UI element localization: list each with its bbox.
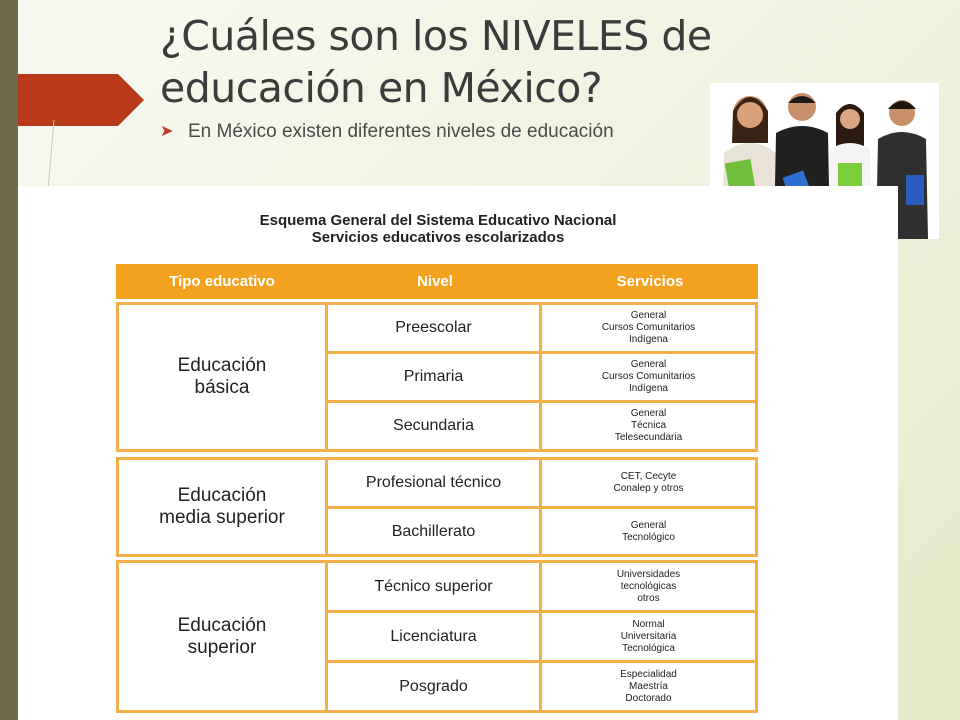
nivel-cell: Técnico superior — [328, 560, 542, 613]
header-tipo-educativo: Tipo educativo — [169, 273, 275, 290]
slide-title: ¿Cuáles son los NIVELES de educación en México? — [160, 12, 712, 112]
group-educacion-media-superior — [116, 457, 758, 557]
header-nivel: Nivel — [417, 273, 453, 290]
table-row — [328, 506, 758, 557]
servicios-cell: General Tecnológico — [542, 506, 758, 557]
header-servicios: Servicios — [616, 273, 684, 290]
scheme-title-line1: Esquema General del Sistema Educativo Nacional — [259, 212, 617, 229]
table-row — [328, 400, 758, 452]
servicios-cell: General Cursos Comunitarios Indígena — [542, 351, 758, 403]
nivel-cell: Preescolar — [328, 302, 542, 354]
servicios-cell: Normal Universitaria Tecnológica — [542, 610, 758, 663]
nivel-cell: Bachillerato — [328, 506, 542, 557]
slide-sidebar-bar — [0, 0, 18, 720]
servicios-cell: Especialidad Maestría Doctorado — [542, 660, 758, 713]
servicios-cell: CET, Cecyte Conalep y otros — [542, 457, 758, 509]
tipo-cell: Educación superior — [116, 560, 328, 713]
servicios-cell: General Técnica Telesecundaria — [542, 400, 758, 452]
scheme-title — [18, 212, 858, 246]
bullet-item — [160, 118, 630, 146]
arrow-bullet-icon: ➤ — [160, 123, 174, 140]
bullet-text: En México existen diferentes niveles de educación — [188, 121, 614, 142]
table-row — [328, 302, 758, 354]
group-educacion-basica — [116, 302, 758, 452]
table-row — [328, 660, 758, 713]
servicios-cell: General Cursos Comunitarios Indígena — [542, 302, 758, 354]
scheme-title-line2: Servicios educativos escolarizados — [311, 229, 565, 246]
nivel-cell: Licenciatura — [328, 610, 542, 663]
tipo-cell: Educación media superior — [116, 457, 328, 557]
education-scheme-panel — [18, 186, 898, 720]
nivel-cell: Profesional técnico — [328, 457, 542, 509]
table-row — [328, 610, 758, 663]
tipo-cell: Educación básica — [116, 302, 328, 452]
table-row — [328, 351, 758, 403]
title-arrow-marker — [18, 74, 144, 126]
decorative-line — [40, 120, 60, 190]
table-header — [116, 264, 758, 299]
table-row — [328, 457, 758, 509]
group-educacion-superior — [116, 560, 758, 713]
table-row — [328, 560, 758, 613]
nivel-cell: Posgrado — [328, 660, 542, 713]
servicios-cell: Universidades tecnológicas otros — [542, 560, 758, 613]
nivel-cell: Secundaria — [328, 400, 542, 452]
nivel-cell: Primaria — [328, 351, 542, 403]
